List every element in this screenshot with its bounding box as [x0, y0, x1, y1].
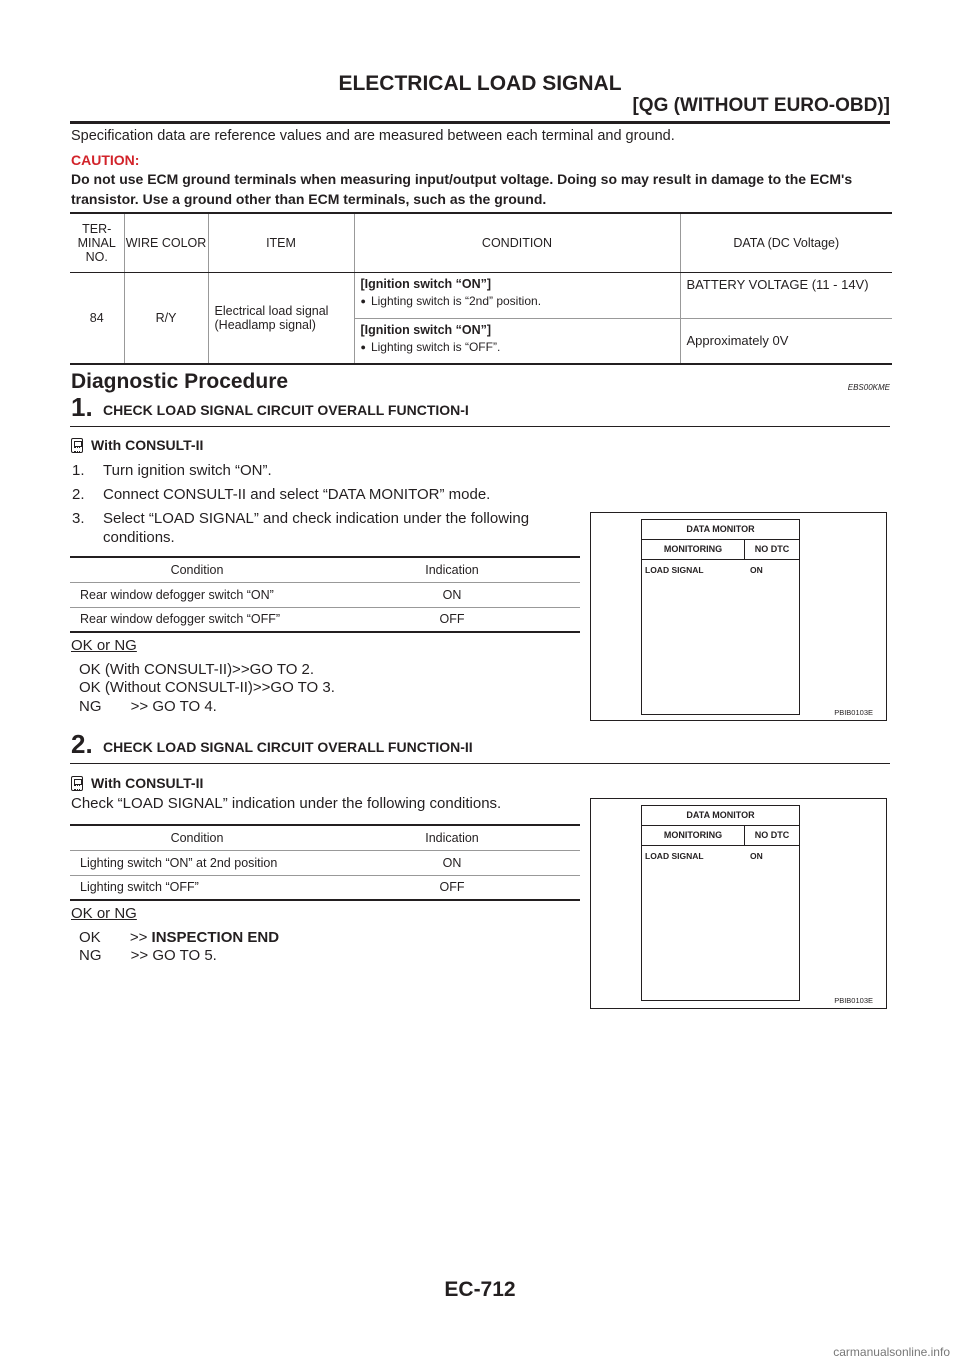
with-consult-label: With CONSULT-II [91, 775, 204, 791]
header-item: ITEM [208, 213, 354, 272]
cell-indication: OFF [324, 607, 580, 632]
ok-or-ng: OK or NG [71, 637, 137, 654]
with-consult-label: With CONSULT-II [91, 437, 204, 453]
col-indication: Indication [324, 557, 580, 582]
step-instruction: Check “LOAD SIGNAL” indication under the following conditions. [71, 795, 502, 812]
col-condition: Condition [70, 557, 324, 582]
screen-title: DATA MONITOR [642, 806, 799, 826]
cell-condition: Lighting switch “OFF” [70, 875, 324, 900]
condition-title: [Ignition switch “ON”] [360, 276, 492, 291]
monitor-row [642, 846, 799, 866]
header-data: DATA (DC Voltage) [680, 213, 892, 272]
data-cell: Approximately 0V [686, 333, 789, 349]
table-row [70, 850, 580, 875]
step-rule [70, 426, 890, 427]
consult-icon [71, 776, 83, 791]
col-condition: Condition [70, 825, 324, 850]
result-line: OK (Without CONSULT-II)>>GO TO 3. [79, 679, 335, 696]
screen-title: DATA MONITOR [642, 520, 799, 540]
figure-code: PBIB0103E [834, 708, 873, 717]
tab-monitoring: MONITORING [642, 540, 745, 559]
monitor-key: LOAD SIGNAL [645, 565, 704, 575]
terminal-no: 84 [70, 272, 124, 364]
page-subtitle: [QG (WITHOUT EURO-OBD)] [632, 95, 890, 116]
with-consult [71, 437, 203, 453]
consult-icon [71, 438, 83, 453]
terminal-table [70, 212, 892, 365]
caution-label: CAUTION: [71, 152, 140, 168]
section-title: Diagnostic Procedure [71, 370, 289, 393]
table-row [70, 875, 580, 900]
condition-table [70, 556, 580, 633]
condition-bullet: ● Lighting switch is “OFF”. [361, 340, 501, 354]
caution-text: Do not use ECM ground terminals when measuring input/output voltage. Doing so may result in damage to the ECM's transistor. Use a ground other than ECM terminals, such as the ground. [71, 171, 853, 207]
wire-color: R/Y [124, 272, 208, 364]
table-row [70, 582, 580, 607]
ok-or-ng: OK or NG [71, 905, 137, 922]
tab-no-dtc: NO DTC [754, 544, 790, 554]
tab-no-dtc: NO DTC [754, 830, 790, 840]
page-number: EC-712 [444, 1278, 516, 1301]
list-item-cont: conditions. [103, 529, 175, 546]
list-number: 3. [72, 510, 85, 527]
step-number: 2. [71, 729, 93, 759]
result-line: NG >> GO TO 5. [79, 947, 217, 964]
figure-code: PBIB0103E [834, 996, 873, 1005]
condition-cell [354, 272, 680, 318]
list-item: Turn ignition switch “ON”. [103, 462, 272, 479]
monitor-value: ON [750, 565, 763, 575]
monitor-row [642, 560, 799, 580]
header-terminal: TER-MINAL NO. [70, 213, 124, 272]
list-number: 1. [72, 462, 85, 479]
cell-indication: ON [324, 850, 580, 875]
condition-title: [Ignition switch “ON”] [360, 322, 492, 337]
screen-tabs [642, 540, 799, 560]
result-line: OK (With CONSULT-II)>>GO TO 2. [79, 661, 315, 678]
cell-indication: OFF [324, 875, 580, 900]
data-cell: BATTERY VOLTAGE (11 - 14V) [680, 272, 892, 318]
header-wire: WIRE COLOR [124, 213, 208, 272]
watermark: carmanualsonline.info [833, 1345, 950, 1358]
step-title: CHECK LOAD SIGNAL CIRCUIT OVERALL FUNCTION-I [103, 402, 469, 418]
header-condition: CONDITION [354, 213, 680, 272]
cell-condition: Lighting switch “ON” at 2nd position [70, 850, 324, 875]
cell-indication: ON [324, 582, 580, 607]
step-number: 1. [71, 392, 93, 422]
consult-screen [641, 805, 800, 1001]
page-title: ELECTRICAL LOAD SIGNAL [338, 72, 622, 95]
consult-screen-figure [590, 798, 887, 1009]
list-number: 2. [72, 486, 85, 503]
step-title: CHECK LOAD SIGNAL CIRCUIT OVERALL FUNCTION-II [103, 739, 473, 755]
consult-screen [641, 519, 800, 715]
cell-condition: Rear window defogger switch “ON” [70, 582, 324, 607]
result-ok-prefix: OK >> [79, 929, 152, 946]
consult-screen-figure [590, 512, 887, 721]
condition-bullet: ● Lighting switch is “2nd” position. [361, 294, 542, 308]
list-item: Connect CONSULT-II and select “DATA MONITOR” mode. [103, 486, 491, 503]
table-row [70, 607, 580, 632]
section-code: EBS00KME [847, 383, 890, 392]
condition-table [70, 824, 580, 901]
monitor-key: LOAD SIGNAL [645, 851, 704, 861]
intro-text: Specification data are reference values and are measured between each terminal and ground. [71, 128, 675, 144]
col-indication: Indication [324, 825, 580, 850]
header-rule [70, 121, 890, 124]
item-name: Electrical load signal (Headlamp signal) [208, 272, 354, 364]
result-ok-bold: INSPECTION END [151, 929, 280, 946]
with-consult [71, 775, 203, 791]
tab-monitoring: MONITORING [642, 826, 745, 845]
condition-cell [354, 318, 680, 364]
list-item: Select “LOAD SIGNAL” and check indication under the following [103, 510, 530, 527]
step-rule [70, 763, 890, 764]
monitor-value: ON [750, 851, 763, 861]
screen-tabs [642, 826, 799, 846]
result-line: NG >> GO TO 4. [79, 698, 217, 715]
result-line [79, 929, 279, 947]
cell-condition: Rear window defogger switch “OFF” [70, 607, 324, 632]
